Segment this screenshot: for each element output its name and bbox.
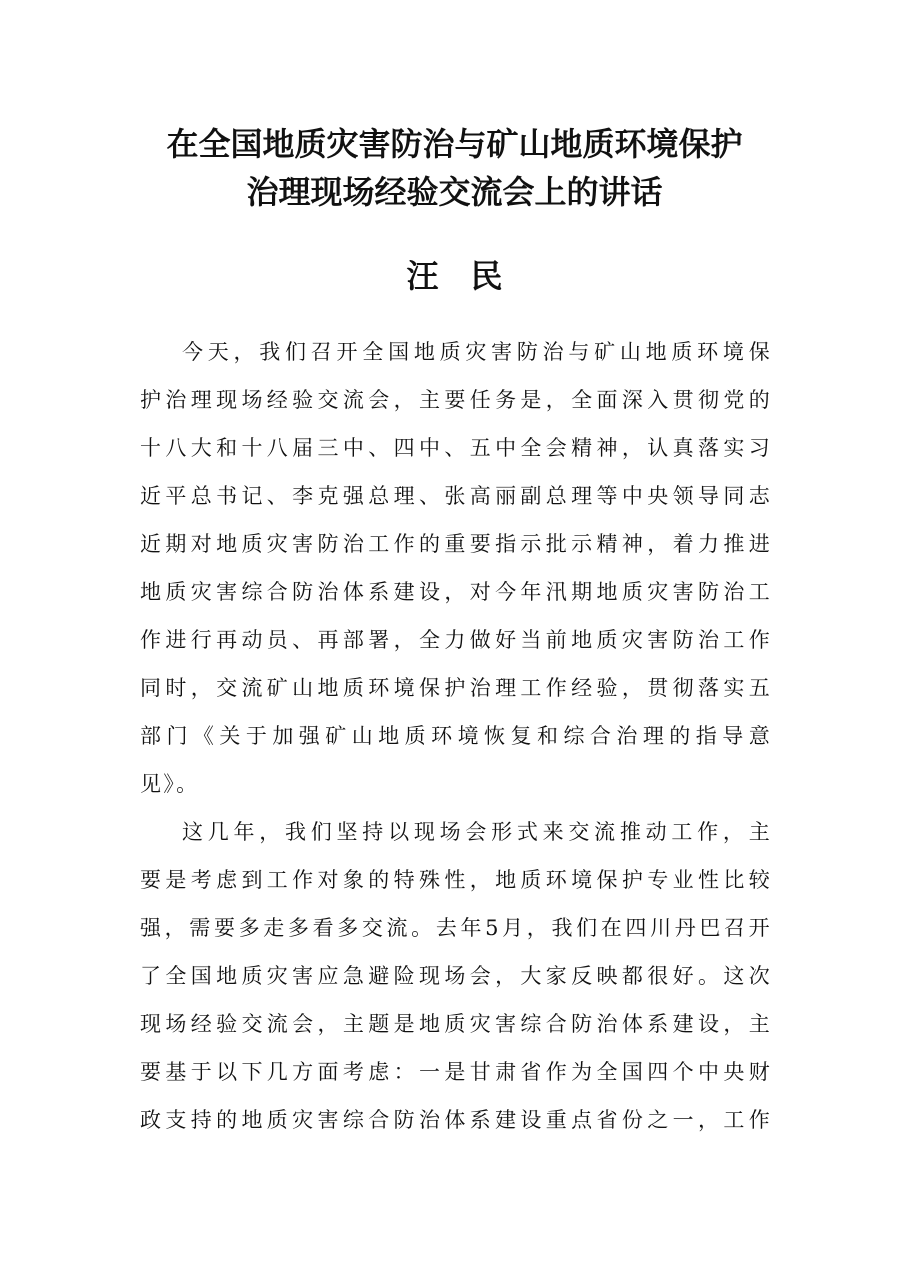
paragraph-line: 今天，我们召开全国地质灾害防治与矿山地质环境保 [182, 340, 772, 364]
paragraph-line: 近平总书记、李克强总理、张高丽副总理等中央领导同志 [140, 484, 772, 508]
paragraph-line: 护治理现场经验交流会，主要任务是，全面深入贯彻党的 [140, 388, 772, 412]
document-author: 汪民 [406, 257, 535, 295]
paragraph-line: 现场经验交流会，主题是地质灾害综合防治体系建设，主 [140, 1012, 772, 1036]
paragraph-line: 了全国地质灾害应急避险现场会，大家反映都很好。这次 [140, 964, 772, 988]
paragraph-line: 近期对地质灾害防治工作的重要指示批示精神，着力推进 [140, 532, 772, 556]
paragraph-line: 要是考虑到工作对象的特殊性，地质环境保护专业性比较 [140, 868, 772, 892]
document-title-line-2: 治理现场经验交流会上的讲话 [246, 173, 663, 211]
paragraph-1 [140, 328, 772, 808]
document-title-line-1: 在全国地质灾害防治与矿山地质环境保护 [166, 125, 743, 163]
paragraph-line: 这几年，我们坚持以现场会形式来交流推动工作，主 [182, 820, 772, 844]
paragraph-line: 地质灾害综合防治体系建设，对今年汛期地质灾害防治工 [140, 580, 772, 604]
paragraph-line: 作进行再动员、再部署，全力做好当前地质灾害防治工作 [140, 628, 772, 652]
document-body [140, 328, 772, 1144]
paragraph-2 [140, 808, 772, 1144]
paragraph-line: 同时，交流矿山地质环境保护治理工作经验，贯彻落实五 [140, 676, 772, 700]
paragraph-line: 十八大和十八届三中、四中、五中全会精神，认真落实习 [140, 436, 772, 460]
paragraph-line: 政支持的地质灾害综合防治体系建设重点省份之一，工作 [140, 1108, 772, 1132]
paragraph-line: 强，需要多走多看多交流。去年5月，我们在四川丹巴召开 [140, 916, 772, 940]
paragraph-line: 部门《关于加强矿山地质环境恢复和综合治理的指导意 [140, 724, 772, 748]
paragraph-line: 要基于以下几方面考虑：一是甘肃省作为全国四个中央财 [140, 1060, 772, 1084]
paragraph-line: 见》。 [140, 772, 200, 796]
